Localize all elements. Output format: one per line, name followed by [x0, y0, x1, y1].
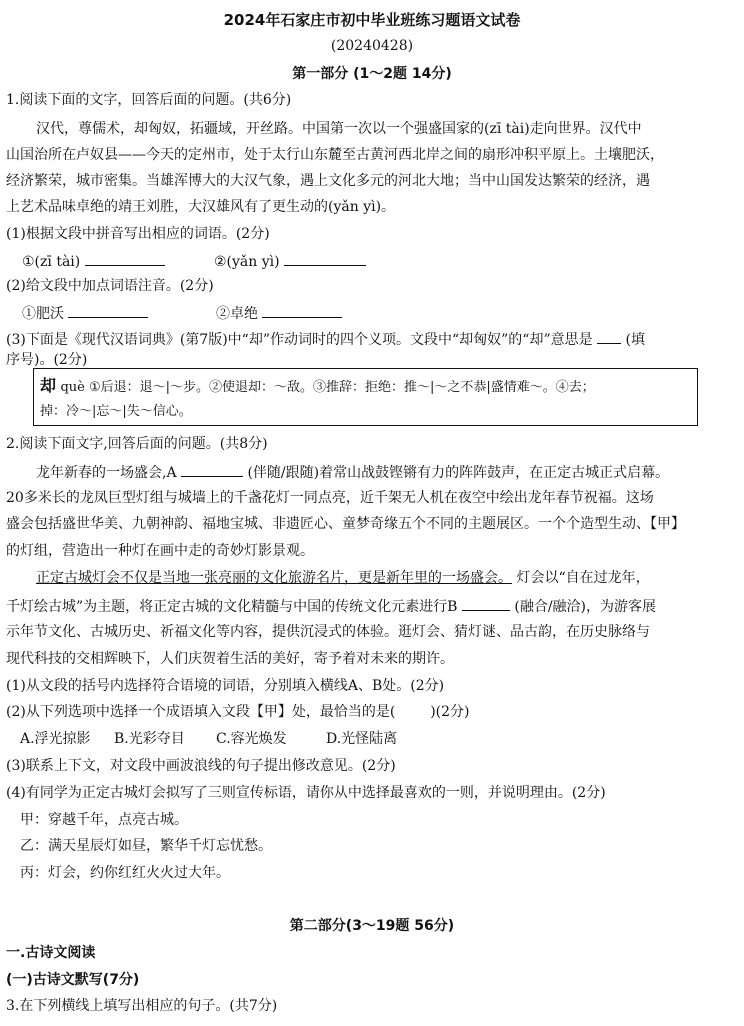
q1-sub2: (2)给文段中加点词语注音。(2分): [6, 278, 214, 294]
q2-text: 灯会以“自在过龙年，: [516, 570, 650, 586]
slogan-bing: 丙：灯会，约你红红火火过大年。: [20, 865, 230, 881]
q2-sub4: (4)有同学为正定古城灯会拟写了三则宣传标语，请你从中选择最喜欢的一则，并说明理由。(2分): [6, 785, 606, 801]
q2-para-line: 盛会包括盛世华美、九朝神韵、福地宝城、非遗匠心、童梦奇缘五个不同的主题展区。一个个造型生动、【甲】: [6, 516, 685, 532]
dictionary-line: 掉：冷～|忘～|失～信心。: [40, 404, 192, 419]
q2-para-line: 示年节文化、古城历史、祈福文化等内容，提供沉浸式的体验。逛灯会、猜灯谜、品古韵，在历史脉络与: [6, 624, 650, 640]
dictionary-line: [40, 378, 595, 396]
option-d: D.光怪陆离: [326, 731, 398, 747]
q2-text: (伴随/跟随)着常山战鼓铿锵有力的阵阵鼓声，在正定古城正式启幕。: [247, 465, 670, 481]
q1-sub3-line2: 序号)。(2分): [6, 352, 88, 368]
exam-code: (20240428): [330, 38, 414, 54]
q2-sub2-tail: )(2分): [430, 704, 470, 720]
q2-prompt: 2.阅读下面文字,回答后面的问题。(共8分): [6, 436, 268, 452]
option-c: C.容光焕发: [216, 731, 287, 747]
q1-para-line: 汉代，尊儒术，却匈奴，拓疆域，开丝路。中国第一次以一个强盛国家的(zī tài)走向世界。汉代中: [36, 121, 642, 137]
q1-sub2-b-label: ②卓绝: [216, 306, 258, 322]
q1-sub1-b: [214, 252, 366, 270]
q2-para-line: 现代科技的交相辉映下，人们庆贺着生活的美好，寄予着对未来的期许。: [6, 651, 454, 667]
q2-text: 千灯绘古城”为主题，将正定古城的文化精髓与中国的传统文化元素进行B: [6, 599, 458, 615]
q1-sub1-b-label: ②(yǎn yì): [214, 254, 280, 270]
q2-para-line: 20多米长的龙凤巨型灯组与城墙上的千盏花灯一同点亮，近千架无人机在夜空中绘出龙年春节祝福。这场: [6, 490, 654, 506]
blank-A[interactable]: [181, 463, 243, 477]
part2-heading: 第二部分(3～19题 56分): [289, 918, 455, 934]
wavy-underlined-sentence: 正定古城灯会不仅是当地一张亮丽的文化旅游名片，更是新年里的一场盛会。: [36, 570, 512, 586]
part1-heading: 第一部分 (1～2题 14分): [292, 66, 452, 82]
q3-prompt: 3.在下列横线上填写出相应的句子。(共7分): [6, 998, 278, 1014]
q1-para-line: 经济繁荣，城市密集。当雄浑博大的大汉气象，遇上文化多元的河北大地；当中山国发达繁荣的经济，遇: [6, 173, 650, 189]
q1-para-line: [6, 147, 664, 163]
q2-para-line: [36, 463, 669, 481]
section-heading: 一.古诗文阅读: [6, 945, 96, 961]
q1-sub3-tail: (填: [625, 332, 645, 348]
q2-para-line: 的灯组，营造出一种灯在画中走的奇妙灯影景观。: [6, 543, 314, 559]
q2-text: 龙年新春的一场盛会,A: [36, 465, 177, 481]
q1-sub3-text: (3)下面是《现代汉语词典》(第7版)中“却”作动词时的四个义项。文段中“却匈奴”的“却”意思是: [6, 332, 593, 348]
exam-title: 2024年石家庄市初中毕业班练习题语文试卷: [223, 11, 521, 29]
q2-sub2-text: (2)从下列选项中选择一个成语填入文段【甲】处，最恰当的是(: [6, 704, 396, 720]
answer-blank[interactable]: [284, 252, 366, 266]
q2-para-line: [6, 597, 656, 615]
slogan-jia: 甲：穿越千年，点亮古城。: [20, 812, 188, 828]
q2-sub1: (1)从文段的括号内选择符合语境的词语，分别填入横线A、B处。(2分): [6, 678, 445, 694]
answer-blank[interactable]: [262, 304, 342, 318]
q2-sub3: (3)联系上下文，对文段中画波浪线的句子提出修改意见。(2分): [6, 758, 396, 774]
q2-para-line: [36, 570, 650, 586]
answer-blank[interactable]: [597, 330, 621, 344]
q1-sub2-a-label: ①肥沃: [22, 306, 64, 322]
dictionary-senses: què ①后退：退～|～步。②使退却：～敌。③推辞：拒绝：推～|～之不恭|盛情难～。④去；: [60, 380, 595, 395]
q1-prompt: 1.阅读下面的文字，回答后面的问题。(共6分): [6, 92, 292, 108]
subsection-heading: (一)古诗文默写(7分): [6, 972, 140, 988]
q1-para-text: 山国治所在卢奴县——今天的定州市，处于太行山东麓至古黄河西北岸之间的扇形冲积平原上。土壤肥沃，: [6, 147, 664, 163]
answer-blank[interactable]: [68, 304, 148, 318]
q1-para-line: 上艺术品味卓绝的靖王刘胜，大汉雄风有了更生动的(yǎn yì)。: [6, 199, 396, 215]
blank-B[interactable]: [462, 597, 510, 611]
answer-blank[interactable]: [85, 252, 165, 266]
option-a: A.浮光掠影: [20, 731, 91, 747]
q1-sub2-a: [22, 304, 148, 322]
q2-sub2: [6, 704, 470, 720]
q1-sub1-a: [22, 252, 165, 270]
q2-text: (融合/融洽)，为游客展: [514, 599, 656, 615]
dictionary-char: 却: [40, 376, 57, 395]
slogan-yi: 乙：满天星辰灯如昼，繁华千灯忘忧愁。: [20, 838, 272, 854]
q1-sub2-b: [216, 304, 342, 322]
q1-sub1-a-label: ①(zī tài): [22, 254, 81, 270]
q1-sub3-line1: [6, 330, 645, 348]
q1-sub1: (1)根据文段中拼音写出相应的词语。(2分): [6, 226, 270, 242]
option-b: B.光彩夺目: [114, 731, 185, 747]
